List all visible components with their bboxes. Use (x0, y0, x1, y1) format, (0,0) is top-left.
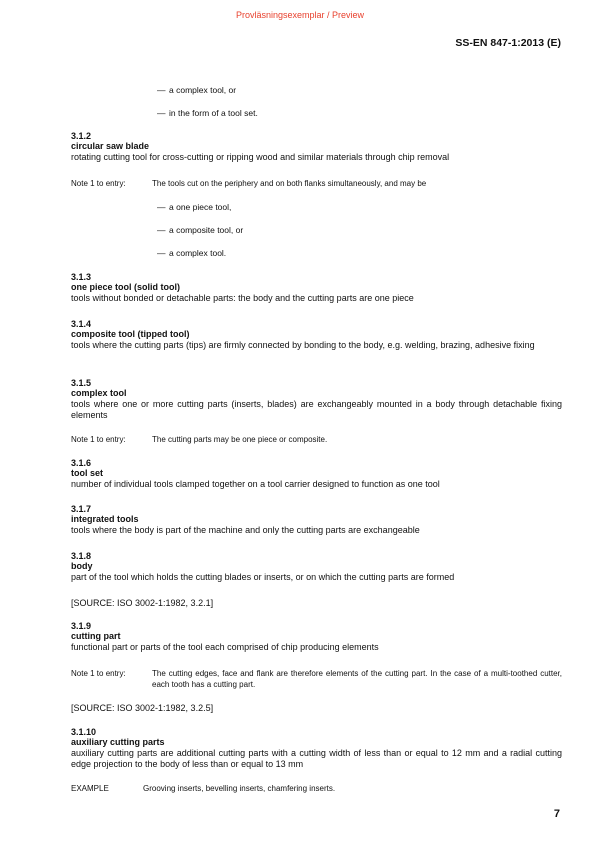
term-title: body (71, 561, 93, 571)
term-entry (71, 319, 562, 351)
term-number: 3.1.9 (71, 621, 92, 631)
note-text: The cutting edges, face and flank are therefore elements of the cutting part. In the case of a multi-toothed cutter, each tooth has a cutting part. (152, 669, 562, 689)
term-title: tool set (71, 468, 104, 478)
note-text: The cutting parts may be one piece or composite. (152, 435, 328, 444)
dash-bullet: — (157, 202, 166, 212)
dash-bullet: — (157, 85, 166, 95)
term-number: 3.1.8 (71, 551, 92, 561)
term-definition: number of individual tools clamped together on a tool carrier designed to function as one tool (71, 479, 440, 489)
term-title: integrated tools (71, 514, 139, 524)
term-definition: tools without bonded or detachable parts: the body and the cutting parts are one piece (71, 293, 414, 303)
list-item: — a complex tool. (157, 248, 227, 258)
term-definition: tools where one or more cutting parts (inserts, blades) are exchangeably mounted in a body through detachable fixing elements (71, 399, 562, 420)
preview-watermark: Provläsningsexemplar / Preview (235, 10, 365, 20)
source-reference: [SOURCE: ISO 3002-1:1982, 3.2.5] (71, 703, 214, 713)
term-number: 3.1.3 (71, 272, 92, 282)
page-number: 7 (553, 808, 560, 820)
example-entry (71, 784, 335, 793)
term-title: circular saw blade (71, 141, 150, 151)
list-item: — a complex tool, or (157, 85, 237, 95)
term-number: 3.1.7 (71, 504, 92, 514)
term-title: auxiliary cutting parts (71, 737, 165, 747)
note-entry (71, 178, 562, 189)
term-definition: tools where the cutting parts (tips) are firmly connected by bonding to the body, e.g. welding, brazing, adhesive fixing (71, 340, 535, 350)
term-title: complex tool (71, 388, 127, 398)
term-title: one piece tool (solid tool) (71, 282, 180, 292)
note-label: Note 1 to entry: (71, 669, 126, 678)
term-entry (71, 458, 562, 490)
source-reference: [SOURCE: ISO 3002-1:1982, 3.2.1] (71, 598, 214, 608)
term-definition: auxiliary cutting parts are additional cutting parts with a cutting width of less than or equal to 12 mm and a radial cutting edge projection to the body of less than or equal to 13 mm (71, 748, 562, 769)
term-definition: functional part or parts of the tool each comprised of chip producing elements (71, 642, 379, 652)
list-item: — a composite tool, or (157, 225, 244, 235)
list-item: — in the form of a tool set. (157, 108, 258, 118)
term-number: 3.1.10 (71, 727, 97, 737)
dash-bullet: — (157, 248, 166, 258)
term-entry (71, 551, 562, 583)
term-number: 3.1.5 (71, 378, 92, 388)
term-number: 3.1.6 (71, 458, 92, 468)
note-text: The tools cut on the periphery and on both flanks simultaneously, and may be (152, 179, 427, 188)
note-entry (71, 434, 562, 445)
list-item: — a one piece tool, (157, 202, 232, 212)
term-definition: part of the tool which holds the cutting blades or inserts, or on which the cutting parts are formed (71, 572, 455, 582)
dash-bullet: — (157, 225, 166, 235)
example-text: Grooving inserts, bevelling inserts, chamfering inserts. (143, 784, 336, 793)
note-label: Note 1 to entry: (71, 435, 126, 444)
example-label: EXAMPLE (71, 784, 109, 793)
note-entry (71, 668, 562, 690)
note-label: Note 1 to entry: (71, 179, 126, 188)
dash-bullet: — (157, 108, 166, 118)
term-entry (71, 621, 562, 653)
term-entry (71, 131, 562, 163)
term-entry (71, 378, 562, 421)
term-definition: tools where the body is part of the machine and only the cutting parts are exchangeable (71, 525, 420, 535)
term-number: 3.1.2 (71, 131, 92, 141)
term-entry (71, 504, 562, 536)
term-number: 3.1.4 (71, 319, 92, 329)
term-entry (71, 727, 562, 770)
term-entry (71, 272, 562, 304)
term-title: composite tool (tipped tool) (71, 329, 190, 339)
document-id: SS-EN 847-1:2013 (E) (455, 37, 561, 49)
term-definition: rotating cutting tool for cross-cutting or ripping wood and similar materials through chip removal (71, 152, 450, 162)
term-title: cutting part (71, 631, 121, 641)
